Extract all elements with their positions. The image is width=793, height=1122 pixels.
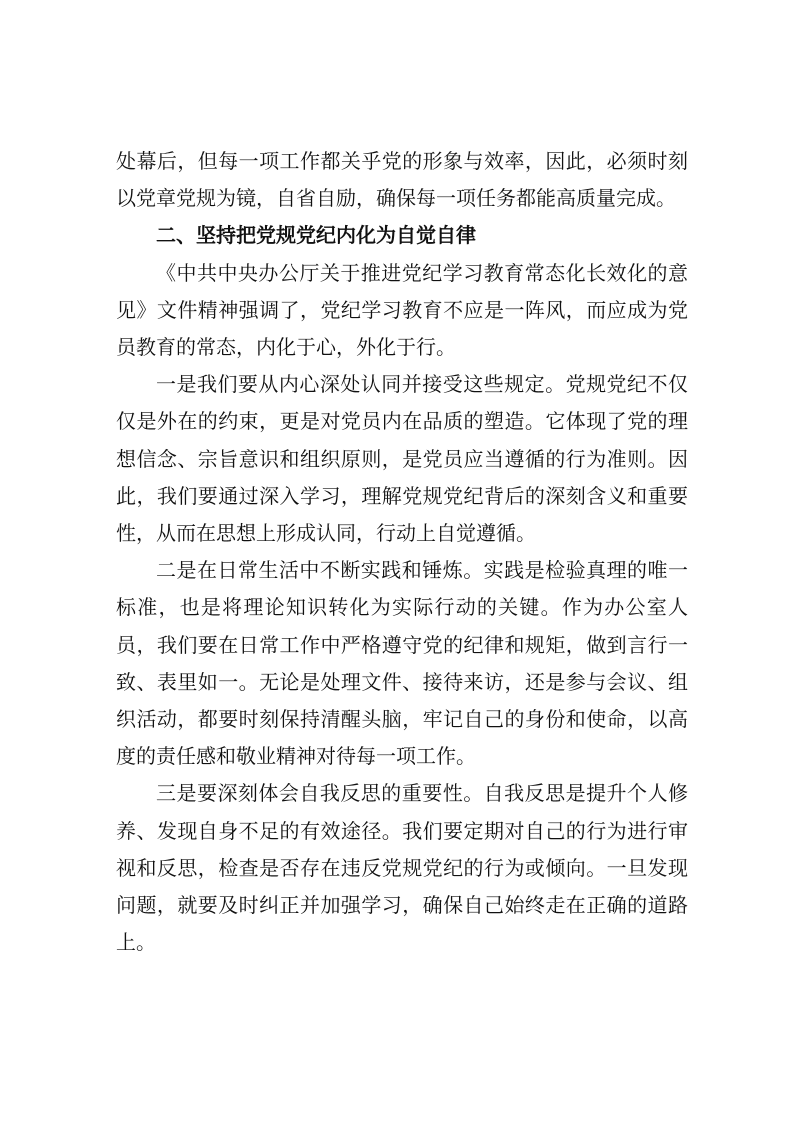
section-heading: 二、坚持把党规党纪内化为自觉自律 (156, 223, 476, 248)
paragraph-point-two: 二是在日常生活中不断实践和锤炼。实践是检验真理的唯一标准，也是将理论知识转化为实际行动的关键。作为办公室人员，我们要在日常工作中严格遵守党的纪律和规矩，做到言行一致、表里如一。无论是处理文件、接待来访，还是参与会议、组织活动，都要时刻保持清醒头脑，牢记自己的身份和使命，以高度的责任感和敬业精神对待每一项工作。 (116, 558, 688, 769)
paragraph-point-one: 一是我们要从内心深处认同并接受这些规定。党规党纪不仅仅是外在的约束，更是对党员内在品质的塑造。它体现了党的理想信念、宗旨意识和组织原则，是党员应当遵循的行为准则。因此，我们要通过深入学习，理解党规党纪背后的深刻含义和重要性，从而在思想上形成认同，行动上自觉遵循。 (116, 372, 688, 546)
document-body (116, 143, 688, 961)
paragraph-continuation: 处幕后，但每一项工作都关乎党的形象与效率，因此，必须时刻以党章党规为镜，自省自励，确保每一项任务都能高质量完成。 (116, 149, 688, 211)
paragraph-point-three: 三是要深刻体会自我反思的重要性。自我反思是提升个人修养、发现自身不足的有效途径。我们要定期对自己的行为进行审视和反思，检查是否存在违反党规党纪的行为或倾向。一旦发现问题，就要及时纠正并加强学习，确保自己始终走在正确的道路上。 (116, 781, 688, 955)
paragraph-document-spirit: 《中共中央办公厅关于推进党纪学习教育常态化长效化的意见》文件精神强调了，党纪学习教育不应是一阵风，而应成为党员教育的常态，内化于心，外化于行。 (116, 260, 688, 360)
